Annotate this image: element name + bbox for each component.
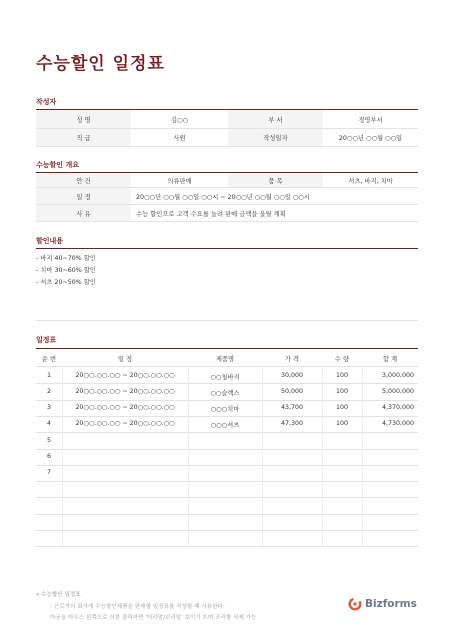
logo-text: Bizforms [365, 598, 417, 610]
column-divider [62, 416, 63, 432]
col-header-no: 순 번 [41, 356, 57, 363]
column-divider [362, 514, 363, 530]
schedule-cell-no: 4 [46, 420, 51, 428]
column-divider [262, 481, 263, 497]
schedule-cell-no: 1 [46, 371, 51, 379]
schedule-cell-qty: 100 [335, 387, 349, 395]
schedule-cell-qty: 100 [335, 420, 349, 428]
column-divider [262, 383, 263, 399]
schedule-section-title: 일정표 [36, 336, 57, 344]
column-divider [62, 530, 63, 546]
column-divider [362, 400, 363, 416]
table-row-divider [36, 497, 418, 498]
column-divider [362, 383, 363, 399]
schedule-cell-total: 4,370,000 [381, 404, 414, 412]
column-divider [322, 416, 323, 432]
column-divider [62, 400, 63, 416]
discount-list [36, 253, 96, 289]
overview-label-agenda: 안 건 [76, 178, 91, 185]
list-item: - 치마 30~60% 할인 [36, 267, 96, 274]
schedule-cell-period: 20○○.○○.○○ ~ 20○○.○○.○○ [75, 420, 175, 428]
column-divider [188, 449, 189, 465]
divider [36, 320, 418, 321]
column-divider [362, 416, 363, 432]
schedule-cell-product: ○○슬랙스 [210, 389, 240, 397]
schedule-cell-product: ○○○셔츠 [210, 422, 240, 430]
author-label-date: 작성일자 [263, 135, 288, 142]
schedule-cell-qty: 100 [335, 371, 349, 379]
schedule-cell-period: 20○○.○○.○○ ~ 20○○.○○.○○ [75, 404, 175, 412]
schedule-cell-no: 7 [46, 469, 51, 477]
overview-label-reason: 사 유 [76, 211, 91, 218]
column-divider [188, 416, 189, 432]
overview-value-schedule: 20○○년 ○○월 ○○일 ○○시 ~ 20○○년 ○○월 ○○일 ○○시 [136, 194, 310, 201]
table-row-divider [36, 546, 418, 547]
column-divider [188, 530, 189, 546]
schedule-cell-no: 3 [46, 404, 51, 412]
column-divider [62, 514, 63, 530]
column-divider [362, 481, 363, 497]
bizforms-logo [348, 597, 417, 611]
table-row-divider [36, 449, 418, 450]
author-label-name: 성 명 [76, 117, 91, 124]
divider [36, 348, 418, 349]
divider [36, 248, 418, 249]
column-divider [188, 400, 189, 416]
table-row-divider [36, 400, 418, 401]
column-divider [362, 432, 363, 448]
schedule-cell-qty: 100 [335, 404, 349, 412]
table-row-divider [36, 383, 418, 384]
schedule-cell-total: 3,000,000 [381, 371, 414, 379]
column-divider [62, 383, 63, 399]
schedule-cell-period: 20○○.○○.○○ ~ 20○○.○○.○○ [75, 387, 175, 395]
column-divider [322, 514, 323, 530]
overview-value-agenda: 의류판매 [167, 178, 192, 185]
author-value-rank: 사원 [173, 135, 186, 142]
overview-value-items: 셔츠, 바지, 치마 [348, 178, 393, 185]
schedule-cell-price: 43,700 [280, 404, 304, 412]
author-label-dept: 부 서 [268, 117, 283, 124]
col-header-period: 일 정 [117, 356, 133, 363]
column-divider [362, 465, 363, 481]
column-divider [322, 432, 323, 448]
column-divider [362, 367, 363, 383]
column-divider [188, 497, 189, 513]
discount-section-title: 할인내용 [36, 237, 64, 245]
column-divider [362, 530, 363, 546]
table-row-divider [36, 481, 418, 482]
author-section-title: 작성자 [36, 98, 57, 106]
schedule-cell-total: 4,730,000 [381, 420, 414, 428]
column-divider [362, 497, 363, 513]
column-divider [188, 432, 189, 448]
author-value-date: 20○○년 ○○월 ○○일 [338, 135, 403, 142]
column-divider [62, 449, 63, 465]
footer-bullet: • 수능할인 일정표 [36, 592, 81, 598]
schedule-cell-period: 20○○.○○.○○ ~ 20○○.○○.○○ [75, 371, 175, 379]
column-divider [322, 367, 323, 383]
column-divider [322, 383, 323, 399]
column-divider [262, 497, 263, 513]
column-divider [188, 465, 189, 481]
column-divider [262, 465, 263, 481]
schedule-cell-price: 50,000 [280, 387, 304, 395]
bizforms-logo-icon [348, 597, 362, 611]
overview-label-schedule: 일 정 [76, 194, 91, 201]
column-divider [262, 514, 263, 530]
column-divider [62, 497, 63, 513]
col-header-product: 제품명 [215, 356, 235, 363]
column-divider [322, 497, 323, 513]
list-item: - 셔츠 20~50% 할인 [36, 279, 96, 286]
table-row-divider [36, 416, 418, 417]
column-divider [62, 481, 63, 497]
column-divider [262, 367, 263, 383]
column-divider [362, 449, 363, 465]
column-divider [188, 383, 189, 399]
col-header-price: 가 격 [284, 356, 300, 363]
footer-line-1: - 근로자의 회사에 수능할인제품을 판매할 일정표를 작성할 때 사용한다. [50, 604, 225, 610]
column-divider [322, 530, 323, 546]
col-header-qty: 수 량 [334, 356, 350, 363]
column-divider [322, 449, 323, 465]
overview-value-reason: 수능 할인으로 고객 수요를 늘려 판매 금액을 올릴 계획 [136, 211, 286, 218]
overview-section-title: 수능할인 개요 [36, 161, 80, 169]
column-divider [188, 481, 189, 497]
column-divider [262, 530, 263, 546]
schedule-cell-no: 5 [46, 436, 51, 444]
column-divider [188, 367, 189, 383]
author-label-rank: 직 급 [76, 135, 91, 142]
schedule-cell-price: 30,000 [280, 371, 304, 379]
table-row-divider [36, 530, 418, 531]
schedule-cell-no: 6 [46, 453, 51, 460]
column-divider [262, 416, 263, 432]
column-divider [62, 432, 63, 448]
column-divider [262, 449, 263, 465]
overview-label-items: 품 목 [268, 178, 283, 185]
table-row-divider [36, 465, 418, 466]
column-divider [322, 481, 323, 497]
author-value-name: 김○○ [170, 117, 189, 124]
schedule-cell-price: 47,300 [280, 420, 304, 428]
footer-line-2: 아궁을 마우스 왼쪽으로 더블 클릭하면 '머리말/꼬리말' 보이가 뜨며 조리할 삭제 가능 [50, 615, 257, 621]
column-divider [262, 400, 263, 416]
column-divider [322, 400, 323, 416]
page-title: 수능할인 일정표 [36, 54, 165, 74]
col-header-total: 합 계 [382, 356, 398, 363]
schedule-cell-total: 5,000,000 [381, 387, 414, 395]
column-divider [262, 432, 263, 448]
column-divider [188, 514, 189, 530]
author-value-dept: 경영부서 [358, 117, 383, 124]
schedule-cell-no: 2 [46, 387, 51, 395]
schedule-cell-product: ○○청바지 [210, 373, 240, 381]
column-divider [322, 465, 323, 481]
column-divider [62, 367, 63, 383]
column-divider [62, 465, 63, 481]
table-row-divider [36, 432, 418, 433]
table-row-divider [36, 514, 418, 515]
schedule-cell-product: ○○○치마 [210, 406, 240, 414]
list-item: - 바지 40~70% 할인 [36, 255, 96, 262]
